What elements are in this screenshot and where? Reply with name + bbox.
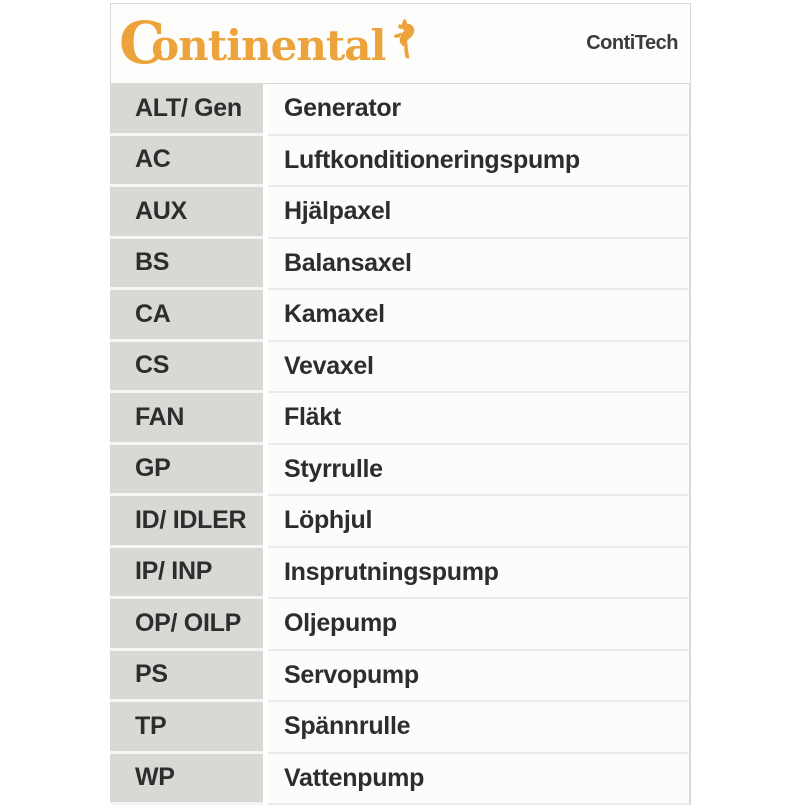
abbreviation-table <box>110 84 691 805</box>
description-cell: Balansaxel <box>268 239 691 291</box>
description-cell: Spännrulle <box>268 702 691 754</box>
table-row <box>110 496 691 548</box>
description-cell: Oljepump <box>268 599 691 651</box>
description-cell: Generator <box>268 84 691 136</box>
logo-wordmark: ontinental <box>151 21 386 70</box>
continental-logo <box>119 8 418 77</box>
description-cell: Vevaxel <box>268 342 691 394</box>
table-row <box>110 187 691 239</box>
table-row <box>110 754 691 805</box>
abbreviation-cell: IP/ INP <box>110 548 263 600</box>
table-row <box>110 393 691 445</box>
abbreviation-cell: AUX <box>110 187 263 239</box>
description-cell: Löphjul <box>268 496 691 548</box>
abbreviation-cell: BS <box>110 239 263 291</box>
abbreviation-cell: CS <box>110 342 263 394</box>
logo-initial: C <box>119 8 166 77</box>
table-row <box>110 548 691 600</box>
horse-icon <box>386 17 418 61</box>
description-cell: Fläkt <box>268 393 691 445</box>
table-row <box>110 651 691 703</box>
description-cell: Hjälpaxel <box>268 187 691 239</box>
brand-header <box>110 3 691 84</box>
description-cell: Kamaxel <box>268 290 691 342</box>
abbreviation-cell: AC <box>110 136 263 188</box>
abbreviation-cell: WP <box>110 754 263 805</box>
abbreviation-cell: FAN <box>110 393 263 445</box>
table-row <box>110 702 691 754</box>
description-cell: Luftkonditioneringspump <box>268 136 691 188</box>
description-cell: Vattenpump <box>268 754 691 805</box>
abbreviation-cell: PS <box>110 651 263 703</box>
contitech-label: ContiTech <box>586 32 678 54</box>
abbreviation-cell: CA <box>110 290 263 342</box>
table-row <box>110 342 691 394</box>
table-row <box>110 290 691 342</box>
abbreviation-cell: GP <box>110 445 263 497</box>
abbreviation-cell: OP/ OILP <box>110 599 263 651</box>
table-row <box>110 445 691 497</box>
content-column <box>110 3 691 805</box>
description-cell: Insprutningspump <box>268 548 691 600</box>
table-row <box>110 239 691 291</box>
description-cell: Styrrulle <box>268 445 691 497</box>
table-row <box>110 136 691 188</box>
abbreviation-cell: ID/ IDLER <box>110 496 263 548</box>
abbreviation-cell: TP <box>110 702 263 754</box>
description-cell: Servopump <box>268 651 691 703</box>
table-row <box>110 599 691 651</box>
table-row <box>110 84 691 136</box>
abbreviation-cell: ALT/ Gen <box>110 84 263 136</box>
